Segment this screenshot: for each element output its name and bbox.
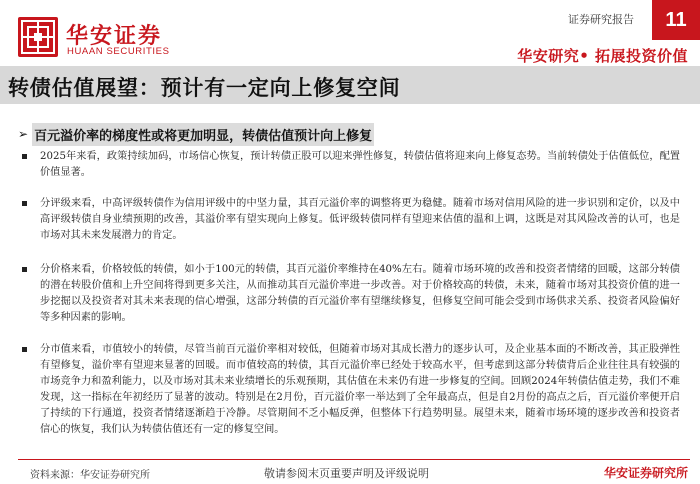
bullet-text: 2025年来看，政策持续加码，市场信心恢复，预计转债正股可以迎来弹性修复，转债估值将迎来向上修复态势。当前转债处于估值低位，配置价值显著。 xyxy=(40,151,680,178)
section-heading-text: 百元溢价率的梯度性或将更加明显，转债估值预计向上修复 xyxy=(32,123,374,146)
section-heading xyxy=(18,123,374,145)
arrow-icon: ➢ xyxy=(18,127,29,141)
page-title: 转债估值展望：预计有一定向上修复空间 xyxy=(8,76,401,100)
footer-disclaimer: 敬请参阅末页重要声明及评级说明 xyxy=(264,467,429,480)
header-tagline: 华安研究• 拓展投资价值 xyxy=(517,47,688,65)
report-header xyxy=(0,0,700,64)
huaan-logo xyxy=(18,17,58,57)
footer-divider xyxy=(18,459,690,460)
bullet-dot-icon xyxy=(22,267,27,272)
bullet-text: 分评级来看，中高评级转债作为信用评级中的中坚力量，其百元溢价率的调整将更为稳健。随着市场对信用风险的进一步识别和定价，以及中高评级转债自身业绩预期的改善，其溢价率有望实现向上修复。低评级转债同样有望迎来估值的温和上调，这既是对其风险改善的认可，也是市场对其未来发展潜力的肯定。 xyxy=(40,198,680,241)
page-number-badge: 11 xyxy=(652,0,700,40)
bullet-dot-icon xyxy=(22,201,27,206)
logo-chinese-name: 华安证券 xyxy=(66,23,163,49)
report-type-label: 证券研究报告 xyxy=(568,13,634,26)
bullet-text: 分市值来看，市值较小的转债，尽管当前百元溢价率相对较低，但随着市场对其成长潜力的逐步认可，及企业基本面的不断改善，其正股弹性有望修复，溢价率有望迎来显著的回暖。而市值较高的转债，其百元溢价率已经处于较高水平，但考虑到这部分转债背后企业往往具有较强的市场竞争力和盈利能力，以及市场对其未来业绩增长的乐观预期，其估值在未来仍有进一步修复的空间。回顾2024年转债估值走势，我们不难发现，这一指标在年初经历了显著的波动。特别是在2月份，百元溢价率一举达到了全年最高点，但是自2月份的高点之后，百元溢价率便开启了持续的下行通道，投资者情绪逐渐趋于冷静。尽管期间不乏小幅反弹，但整体下行趋势明显。展望未来，随着市场环境的逐步改善和投资者信心的恢复，我们认为转债估值还有一定的修复空间。 xyxy=(40,344,680,435)
logo-english-name: HUAAN SECURITIES xyxy=(67,46,170,57)
bullet-dot-icon xyxy=(22,154,27,159)
footer-brand: 华安证券研究所 xyxy=(603,466,688,480)
bullet-dot-icon xyxy=(22,347,27,352)
bullet-text: 分价格来看，价格较低的转债，如小于100元的转债，其百元溢价率维持在40%左右。随着市场环境的改善和投资者情绪的回暖，这部分转债的潜在转股价值和上升空间将得到更多关注，从而推动其百元溢价率进一步改善。对于价格较高的转债，未来，随着市场对其投资价值的进一步挖掘以及投资者对其未来表现的信心增强，这部分转债的百元溢价率有望继续修复，但修复空间可能会受到市场供求关系、投资者风险偏好等多种因素的影响。 xyxy=(40,264,680,323)
seal-icon xyxy=(18,17,58,57)
footer-source: 资料来源：华安证券研究所 xyxy=(30,470,150,481)
